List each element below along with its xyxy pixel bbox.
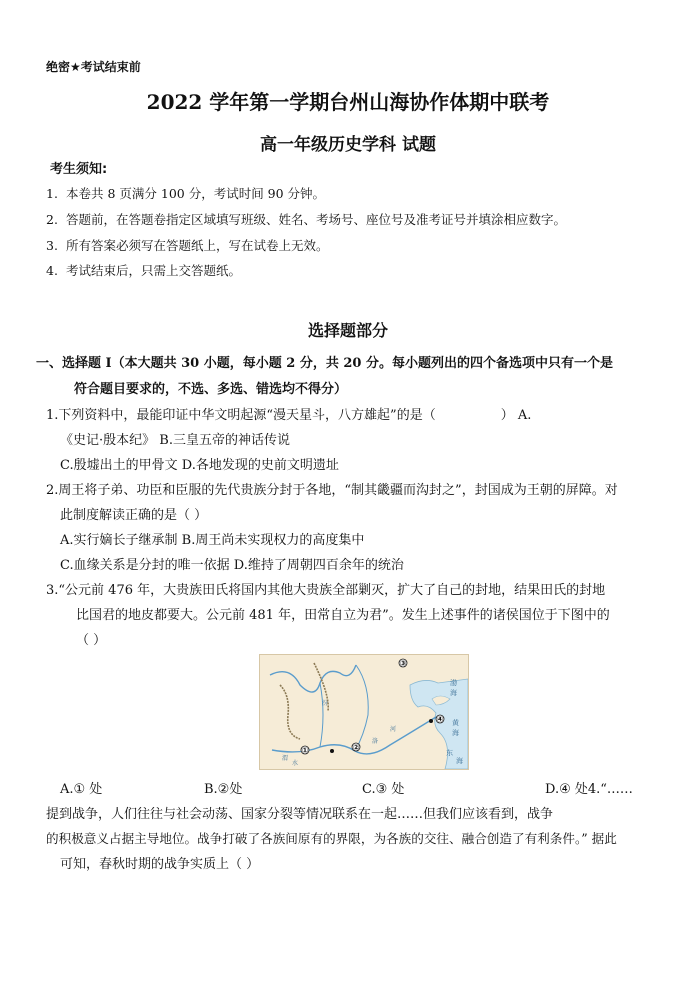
notice-item [46, 236, 329, 254]
great-wall-line [280, 663, 328, 739]
question-1-stem: 1.下列资料中，最能印证中华文明起源“漫天星斗，八方雄起”的是（ ） A. [46, 408, 532, 423]
sea-label: 东 [446, 749, 453, 757]
question-3-stem-cont: 比国君的地皮都要大。公元前 481 年，田常自立为君”。发生上述事件的诸侯国位于下图中的 [76, 608, 610, 623]
question-3-option-a: A.① 处 [60, 782, 103, 797]
map-figure [259, 654, 469, 770]
river-label: 洛 [372, 738, 379, 745]
sea-label: 海 [450, 689, 457, 697]
river-branch [320, 683, 323, 747]
notice-text: 答题前，在答题卷指定区域填写班级、姓名、考场号、座位号及准考证号并填涂相应数字。 [66, 212, 567, 227]
city-dot [330, 749, 334, 753]
confidential-label: 绝密★考试结束前 [46, 60, 141, 74]
notice-number: 2. [46, 212, 58, 227]
city-dot [429, 719, 433, 723]
sea-area [410, 679, 468, 769]
marker-2-label: ② [352, 743, 360, 752]
notice-number: 4. [46, 263, 58, 278]
marker-1-label: ① [301, 746, 309, 755]
question-4-stem-cont: 的积极意义占据主导地位。战争打破了各族间原有的界限，为各族的交往、融合创造了有利条件。” 据此 [46, 831, 617, 846]
sea-label: 海 [456, 757, 463, 765]
notice-text: 所有答案必须写在答题纸上，写在试卷上无效。 [66, 238, 329, 253]
question-3-option-b: B.②处 [204, 782, 243, 797]
notice-text: 本卷共 8 页满分 100 分，考试时间 90 分钟。 [66, 186, 326, 201]
map-illustration [260, 655, 468, 769]
question-3-stem: 3.“公元前 476 年，大贵族田氏将国内其他大贵族全部剿灭，扩大了自己的封地，结果田氏的封地 [46, 583, 606, 598]
notice-text: 考试结束后，只需上交答题纸。 [66, 263, 242, 278]
marker-3-label: ③ [399, 659, 407, 668]
notice-item [46, 184, 325, 202]
marker-4-label: ④ [436, 715, 444, 724]
question-3-option-c: C.③ 处 [362, 782, 405, 797]
notice-item [46, 261, 241, 279]
question-2-options-ab: A.实行嫡长子继承制 B.周王尚未实现权力的高度集中 [60, 533, 365, 548]
question-3-answer-paren: （ ） [76, 633, 107, 648]
exam-subtitle: 高一年级历史学科 试题 [260, 135, 436, 155]
question-4-stem: 提到战争，人们往往与社会动荡、国家分裂等情况联系在一起……但我们应该看到，战争 [46, 807, 554, 822]
question-3-option-d: D.④ 处4.“…… [545, 782, 633, 797]
river-label: 渭 [282, 755, 289, 762]
river-label: 水 [292, 760, 299, 767]
river-label: 汾 [322, 700, 329, 707]
question-2-options-cd: C.血缘关系是分封的唯一依据 D.维持了周朝四百余年的统治 [60, 558, 404, 573]
sea-label: 海 [452, 729, 459, 737]
notice-item [46, 210, 566, 228]
notice-number: 1. [46, 186, 58, 201]
question-4-stem-end: 可知，春秋时期的战争实质上（ ） [60, 857, 260, 872]
river-branch [352, 665, 368, 752]
river-label: 河 [390, 726, 397, 733]
exam-title: 2022 学年第一学期台州山海协作体期中联考 [146, 90, 550, 114]
section-instruction: 一、选择题 I（本大题共 30 小题，每小题 2 分，共 20 分。每小题列出的四个备选项中只有一个是 [36, 356, 613, 371]
question-1-options-ab: 《史记·殷本纪》 B.三皇五帝的神话传说 [60, 433, 290, 448]
question-1-options-cd: C.殷墟出土的甲骨文 D.各地发现的史前文明遗址 [60, 458, 339, 473]
section-title: 选择题部分 [307, 321, 388, 340]
sea-label: 黄 [452, 719, 459, 727]
question-2-stem: 2.周王将子弟、功臣和臣服的先代贵族分封于各地，“制其畿疆而沟封之”，封国成为王朝的屏障。对 [46, 483, 618, 498]
section-instruction-cont: 符合题目要求的，不选、多选、错选均不得分） [74, 382, 348, 397]
notice-heading: 考生须知: [50, 162, 108, 177]
question-2-stem-cont: 此制度解读正确的是（ ） [60, 508, 208, 523]
notice-number: 3. [46, 238, 58, 253]
sea-label: 渤 [450, 679, 457, 687]
